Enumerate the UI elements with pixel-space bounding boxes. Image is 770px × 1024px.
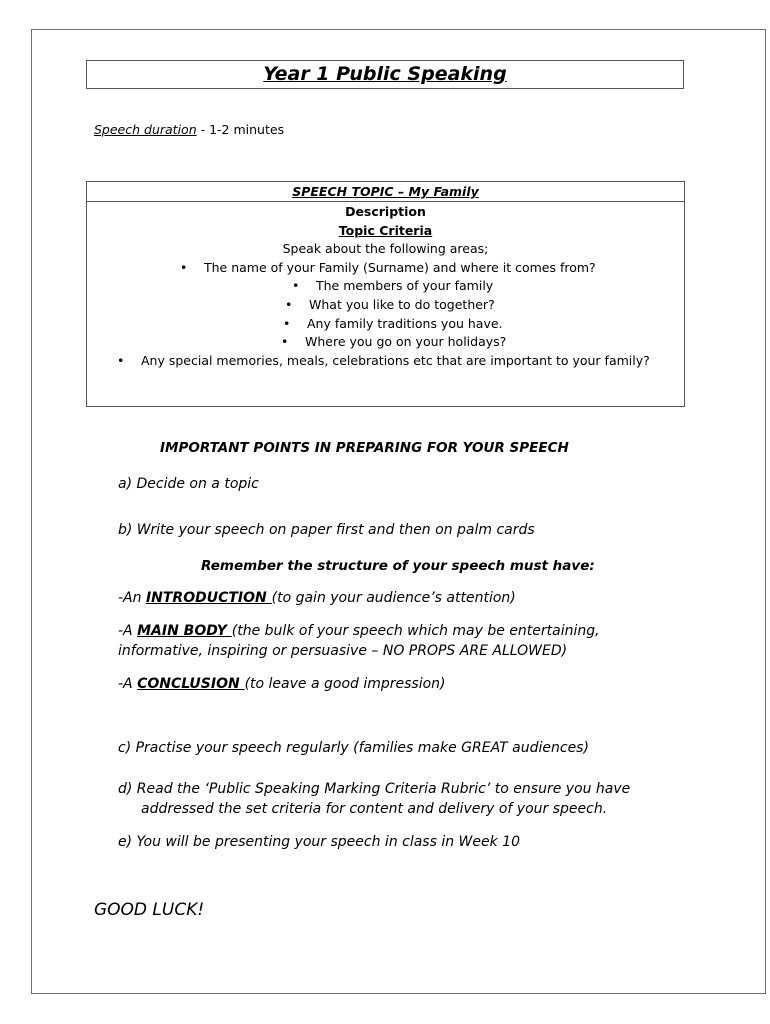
bullet-icon: • xyxy=(117,353,125,368)
criteria-text: The members of your family xyxy=(316,278,494,293)
bullet-icon: • xyxy=(180,260,188,275)
structure-conclusion xyxy=(118,676,446,692)
bullet-icon: • xyxy=(292,278,300,293)
structure-prefix: -A xyxy=(118,623,138,639)
criteria-heading: Topic Criteria xyxy=(338,223,433,238)
criteria-text: Any family traditions you have. xyxy=(307,316,503,331)
criteria-item xyxy=(283,316,503,331)
structure-text: (to leave a good impression) xyxy=(244,676,446,692)
page-title: Year 1 Public Speaking xyxy=(263,63,507,85)
bullet-icon: • xyxy=(283,316,291,331)
structure-keyword: INTRODUCTION xyxy=(145,590,272,606)
criteria-item xyxy=(281,334,507,349)
structure-main-body-line2: informative, inspiring or persuasive – NO PROPS ARE ALLOWED) xyxy=(118,643,568,659)
bullet-icon: • xyxy=(281,334,289,349)
title-box xyxy=(86,60,684,89)
duration-value: 1-2 minutes xyxy=(209,122,285,137)
point-c: c) Practise your speech regularly (families make GREAT audiences) xyxy=(118,740,589,756)
criteria-intro: Speak about the following areas; xyxy=(282,241,489,256)
criteria-text: The name of your Family (Surname) and where it comes from? xyxy=(204,260,596,275)
point-d-line1: d) Read the ‘Public Speaking Marking Criteria Rubric’ to ensure you have xyxy=(118,781,631,797)
topic-box xyxy=(86,181,685,407)
duration-label: Speech duration xyxy=(94,122,197,137)
criteria-item xyxy=(117,353,650,368)
structure-heading: Remember the structure of your speech must have: xyxy=(201,558,595,574)
topic-heading: SPEECH TOPIC – My Family xyxy=(87,182,684,202)
structure-text: (to gain your audience’s attention) xyxy=(271,590,516,606)
point-b: b) Write your speech on paper first and then on palm cards xyxy=(118,522,535,538)
point-e: e) You will be presenting your speech in class in Week 10 xyxy=(118,834,521,850)
points-heading: IMPORTANT POINTS IN PREPARING FOR YOUR SPEECH xyxy=(160,440,569,456)
criteria-item xyxy=(285,297,495,312)
duration-separator: - xyxy=(196,122,210,137)
criteria-text: Any special memories, meals, celebrations etc that are important to your family? xyxy=(141,353,650,368)
description-heading: Description xyxy=(345,204,426,219)
good-luck-text: GOOD LUCK! xyxy=(94,900,205,920)
bullet-icon: • xyxy=(285,297,293,312)
criteria-item xyxy=(292,278,494,293)
structure-prefix: -A xyxy=(118,676,138,692)
point-d-line2: addressed the set criteria for content and delivery of your speech. xyxy=(141,801,608,817)
structure-keyword: MAIN BODY xyxy=(137,623,232,639)
structure-main-body xyxy=(118,623,600,639)
structure-keyword: CONCLUSION xyxy=(137,676,245,692)
criteria-text: What you like to do together? xyxy=(309,297,495,312)
structure-prefix: -An xyxy=(118,590,146,606)
structure-introduction xyxy=(118,590,516,606)
structure-text: (the bulk of your speech which may be entertaining, xyxy=(231,623,600,639)
point-a: a) Decide on a topic xyxy=(118,476,259,492)
criteria-text: Where you go on your holidays? xyxy=(305,334,507,349)
speech-duration xyxy=(94,122,284,137)
criteria-item xyxy=(180,260,596,275)
